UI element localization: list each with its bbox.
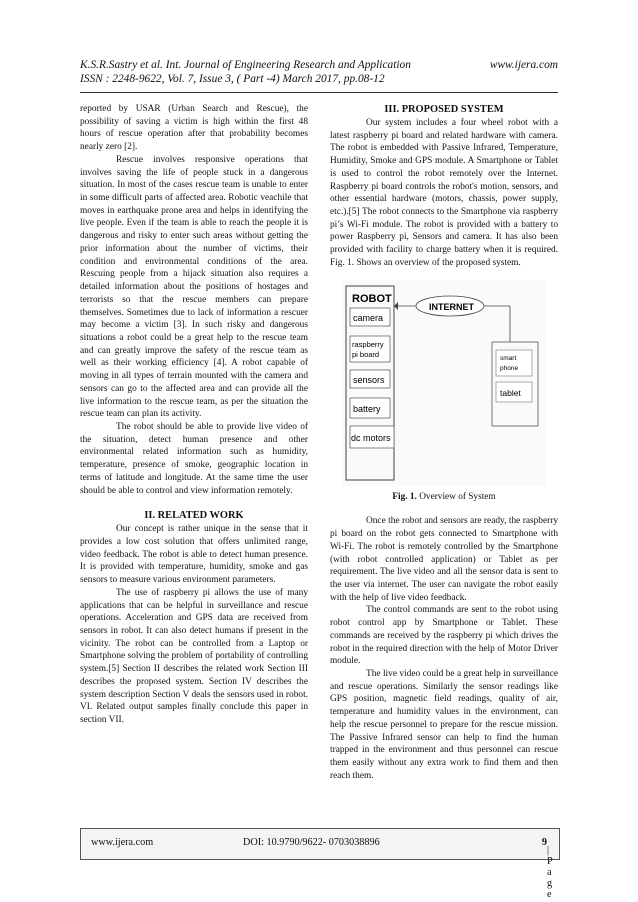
page-number	[541, 837, 553, 900]
dc-motors-label: dc motors	[351, 432, 391, 443]
robot-label: ROBOT	[352, 292, 392, 305]
paragraph: The robot should be able to provide live video of the situation, detect human presence and other environmental related information such as humidity, temperature, presence of smoke, geographic location in terms of latitude and longitude. At the same time the user should be able to control and view information remotely.	[80, 421, 308, 496]
smartphone-block	[496, 350, 532, 376]
left-column	[80, 103, 308, 727]
paragraph: reported by USAR (Urban Search and Rescue), the possibility of saving a victim is high within the first 48 hours of rescue operation after that probability becomes nearly zero [2].	[80, 104, 308, 153]
issn-line: ISSN : 2248-9622, Vol. 7, Issue 3, ( Part -4) March 2017, pp.08-12	[80, 73, 385, 85]
camera-label: camera	[353, 312, 384, 323]
paragraph: Our system includes a four wheel robot with a latest raspberry pi board and related hardware with camera. The robot is embedded with Passive Infrared, Temperature, Humidity, Smoke and GPS module. A Smartphone or Tablet is used to control the robot remotely over the Internet. Raspberry pi board controls the robot's motion, sensors, and other essential hardware (motors, chassis, power supply, etc.).[5] The robot connects to the Smartphone via raspberry pi’s Wi-Fi module. The robot is provided with a battery to power Raspberry pi, Sensors and camera. It has also been provided with facility to charge battery when it is required. Fig. 1. Shows an overview of the proposed system.	[330, 118, 558, 268]
battery-label: battery	[353, 403, 381, 414]
paragraph: The live video could be a great help in surveillance and rescue operations. Similarly the sensor readings like GPS position, magnetic field readings, quality of air, temperature and humidity values in the environment, can help the rescue personnel to prepare for the rescue mission. The Passive Infrared sensor can help to find the human trapped in the environment and thus personnel can rescue them easily without any extra work to find them and then reach them.	[330, 668, 558, 781]
caption-label: Fig. 1.	[392, 491, 417, 502]
paragraph: Once the robot and sensors are ready, the raspberry pi board on the robot gets connected to Smartphone with Wi-Fi. The robot is remotely controlled by the Smartphone (with robot controlled application) or Tablet as per requirement. The live video and all the sensor data is sent to the user via internet. The user can navigate the robot easily with the help of live video feedback.	[330, 516, 558, 603]
running-header	[80, 58, 558, 86]
caption-text: Overview of System	[416, 491, 496, 502]
smartphone-label: phone	[500, 364, 519, 372]
figure-caption	[330, 491, 558, 504]
section-heading-proposed-system: III. PROPOSED SYSTEM	[384, 104, 504, 115]
footer-doi: DOI: 10.9790/9622- 0703038896	[243, 837, 380, 848]
paragraph: The use of raspberry pi allows the use of many applications that can be helpful in surveillance and rescue operations. Acceleration and GPS data are received from sensors in robot. It can also detect humans if present in the vicinity. The robot can be controlled from a Laptop or Smartphone solving the problem of portability of controlling system.[5] Section II describes the related work Section III describes the proposed system. Section IV describes the system description Section V deals the sensors used in robot. VI. Related output samples finally conclude this paper in section VII.	[80, 587, 308, 726]
page-number-value: 9	[541, 837, 547, 848]
smartphone-label: smart	[500, 354, 517, 362]
tablet-label: tablet	[500, 387, 521, 398]
journal-citation: K.S.R.Sastry et al. Int. Journal of Engineering Research and Application	[80, 59, 411, 71]
internet-label: INTERNET	[429, 301, 474, 312]
figure-1	[330, 280, 558, 504]
section-heading-related-work: II. RELATED WORK	[144, 510, 244, 522]
page-footer	[80, 828, 560, 900]
header-divider	[80, 92, 558, 93]
paragraph: Rescue involves responsive operations that involves saving the life of people stuck in a dangerous situation. In most of the cases rescue team is unable to enter in some difficult parts of affected area. Robotic veachile that moves in earthquake prone area and helps in identifying the live people. Even if the team is able to reach the people it is dangerous and risky to enter such areas without getting the prior information about the number of victims, their condition and environmental conditions of the area. Rescuing people from a hijack situation also requires a detailed information about the positions of hostages and terrorists so that the rescue members can prepare themselves. Sometimes due to lack of information a rescuer may become a victim [3]. In such risky and dangerous situations a robot could be a great help to the rescue team and can greatly improve the safety of the rescue team as well as their working efficiency [4]. A robot capable of moving in all types of terrain mounted with the camera and sensors can go to the affected area and can provide all the live information to the rescue team, as per the situation the rescue team can plan its activity.	[80, 154, 308, 420]
journal-site[interactable]: www.ijera.com	[489, 59, 558, 71]
paragraph: Our concept is rather unique in the sense that it provides a low cost solution that offers unlimited range, video feedback. The robot is able to detect human presence. It is provided with temperature, humidity, smoke and gas sensors to measure various environment parameters.	[80, 524, 308, 586]
footer-site[interactable]: www.ijera.com	[91, 837, 154, 848]
right-column	[330, 103, 558, 782]
sensors-label: sensors	[353, 374, 385, 385]
paragraph: The control commands are sent to the robot using robot control app by Smartphone or Tablet. These commands are received by the raspberry pi which drives the robot in the required direction with the help of Motor Driver module.	[330, 605, 558, 667]
raspberry-pi-label: raspberry	[352, 339, 384, 349]
page-label: | P a g e	[547, 845, 553, 900]
raspberry-pi-label: pi board	[352, 349, 380, 359]
system-overview-diagram	[342, 280, 546, 486]
